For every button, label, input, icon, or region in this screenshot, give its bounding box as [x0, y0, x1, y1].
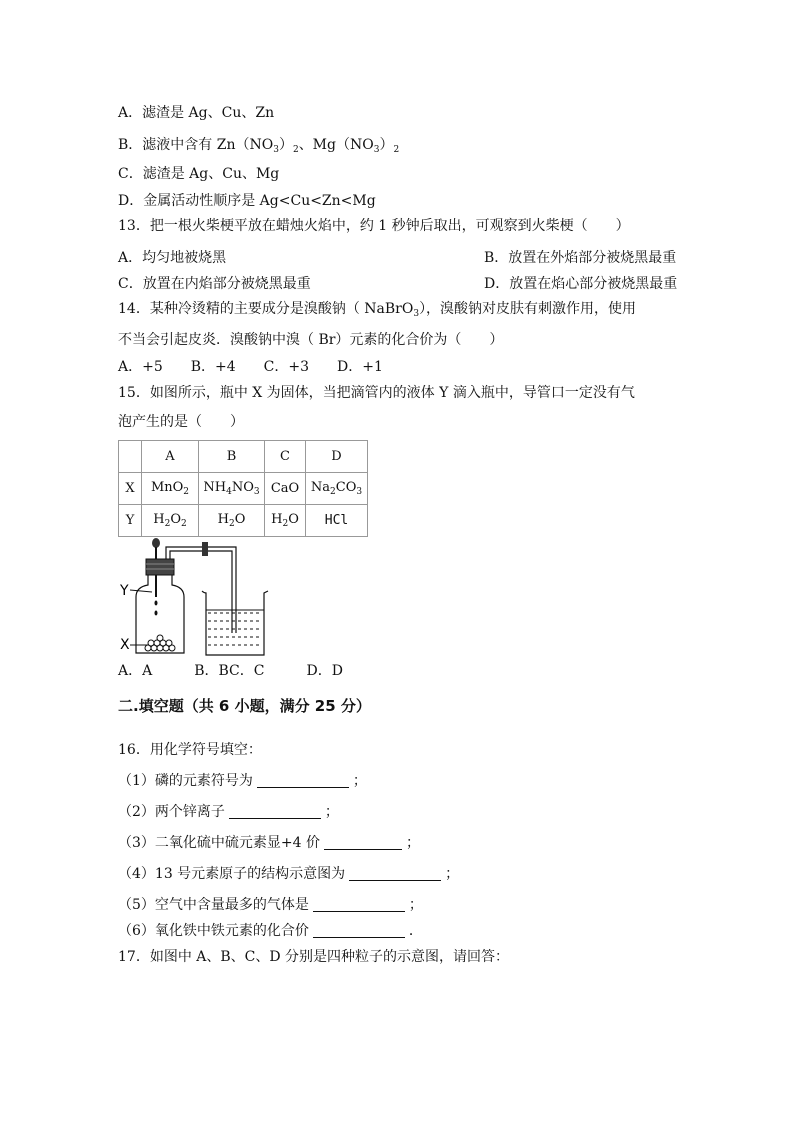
q12-option-b: B．滤液中含有 $Zn(NO_3)_2$、$Mg(NO_3)_2$ [118, 137, 400, 155]
answer-blank[interactable] [313, 923, 405, 938]
q13-options-row1 [118, 249, 677, 267]
q15-stem-line2: 泡产生的是（ ） [118, 414, 244, 430]
answer-blank[interactable] [257, 773, 349, 788]
q16-item-6: （6）氧化铁中铁元素的化合价 ． [118, 923, 423, 939]
answer-blank[interactable] [313, 897, 405, 912]
gas-generation-apparatus-figure [118, 535, 278, 657]
q13-option-c: C．放置在内焰部分被烧黑最重 [118, 276, 311, 292]
table-cell: $Na_2CO_3$ [306, 473, 368, 505]
q16-item-1: （1）磷的元素符号为 ； [118, 773, 367, 789]
solid-particles [145, 635, 175, 651]
q12-option-c: C．滤渣是 Ag、Cu、Mg [118, 166, 280, 182]
row-label-x: X [119, 473, 142, 505]
section-heading: 二.填空题（共 6 小题，满分 25 分） [118, 697, 371, 715]
table-header-cell: B [199, 441, 265, 473]
q13-option-a: A．均匀地被烧黑 [118, 250, 227, 266]
label-y: Y [120, 583, 129, 599]
table-header-cell [119, 441, 142, 473]
liquid-drop [155, 601, 158, 606]
q16-item-2: （2）两个锌离子 ； [118, 804, 339, 820]
q13-option-d: D．放置在焰心部分被烧黑最重 [484, 276, 678, 292]
label-x: X [120, 637, 130, 653]
table-row [119, 441, 368, 473]
q13-options-row2 [118, 275, 678, 293]
q16-item-5: （5）空气中含量最多的气体是 ； [118, 897, 423, 913]
table-cell: $H_2O$ [265, 505, 306, 537]
table-cell: $NH_4NO_3$ [199, 473, 265, 505]
answer-blank[interactable] [324, 835, 402, 850]
row-label-y: Y [119, 505, 142, 537]
q16-stem: 16．用化学符号填空： [118, 742, 262, 758]
delivery-tube [166, 547, 236, 633]
q12-option-a: A．滤渣是 Ag、Cu、Zn [118, 105, 275, 121]
answer-blank[interactable] [229, 804, 321, 819]
q17-stem: 17．如图中 A、B、C、D 分别是四种粒子的示意图，请回答： [118, 949, 510, 965]
q16-item-4: （4）13 号元素原子的结构示意图为 ； [118, 866, 460, 882]
table-cell: HCl [306, 505, 368, 537]
q15-reagent-table [118, 440, 368, 537]
q15-options: A．A B．BC．C D．D [118, 663, 343, 679]
table-header-cell: C [265, 441, 306, 473]
q13-option-b: B．放置在外焰部分被烧黑最重 [484, 250, 677, 266]
q16-item-3: （3）二氧化硫中硫元素显+4 价 ； [118, 835, 420, 851]
q15-stem-line1: 15．如图所示，瓶中 X 为固体，当把滴管内的液体 Y 滴入瓶中，导管口一定没有气 [118, 385, 635, 401]
answer-blank[interactable] [349, 866, 441, 881]
table-cell: CaO [265, 473, 306, 505]
table-row [119, 473, 368, 505]
table-cell: $H_2O_2$ [142, 505, 199, 537]
q14-stem-line1: 14．某种冷烫精的主要成分是溴酸钠（ NaBrO$_3$），溴酸钠对皮肤有刺激作用，使用 [118, 301, 637, 319]
liquid-drop [155, 611, 158, 616]
q14-stem-line2: 不当会引起皮炎．溴酸钠中溴（ Br）元素的化合价为（ ） [118, 332, 504, 348]
beaker-water [208, 613, 262, 645]
tube-clamp [202, 542, 208, 556]
table-header-cell: A [142, 441, 199, 473]
table-cell: MnO$_2$ [142, 473, 199, 505]
table-cell: $H_2O$ [199, 505, 265, 537]
q14-options: A．+5 B．+4 C．+3 D．+1 [118, 359, 383, 375]
pointer-line-y [130, 590, 152, 592]
q12-option-d: D．金属活动性顺序是 Ag<Cu<Zn<Mg [118, 193, 376, 209]
q13-stem: 13．把一根火柴梗平放在蜡烛火焰中，约 1 秒钟后取出，可观察到火柴梗（ ） [118, 218, 630, 234]
table-header-cell: D [306, 441, 368, 473]
rubber-stopper [146, 559, 174, 575]
table-row [119, 505, 368, 537]
